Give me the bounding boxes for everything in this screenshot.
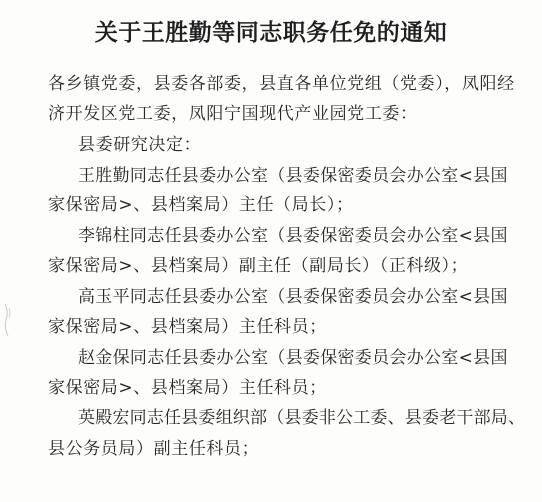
appointment-3-line-1: 高玉平同志任县委办公室（县委保密委员会办公室<县国 [78,287,508,307]
appointment-5-line-1: 英殿宏同志任县委组织部（县委非公工委、县委老干部局、 [78,408,526,428]
appointment-4-line-2: 家保密局>、县档案局）主任科员； [48,378,327,398]
appointment-5-line-2: 县公务员局）副主任科员； [48,439,260,459]
margin-bleed-mark [2,300,14,340]
document-title: 关于王胜勤等同志职务任免的通知 [94,19,448,46]
appointment-3-line-2: 家保密局>、县档案局）主任科员； [48,317,327,337]
appointment-1-line-2: 家保密局>、县档案局）主任（局长）； [48,195,354,215]
addressee-line-2: 济开发区党工委，凤阳宁国现代产业园党工委： [48,104,418,124]
appointment-4-line-1: 赵金保同志任县委办公室（县委保密委员会办公室<县国 [78,348,508,368]
appointment-1-line-1: 王胜勤同志任县委办公室（县委保密委员会办公室<县国 [78,166,508,186]
appointment-2-line-1: 李锦柱同志任县委办公室（县委保密委员会办公室<县国 [78,226,508,246]
appointment-2-line-2: 家保密局>、县档案局）副主任（副局长）（正科级）； [48,256,469,276]
addressee-line-1: 各乡镇党委，县委各部委，县直各单位党组（党委），凤阳经 [48,74,515,94]
decision-intro: 县委研究决定： [78,135,202,155]
